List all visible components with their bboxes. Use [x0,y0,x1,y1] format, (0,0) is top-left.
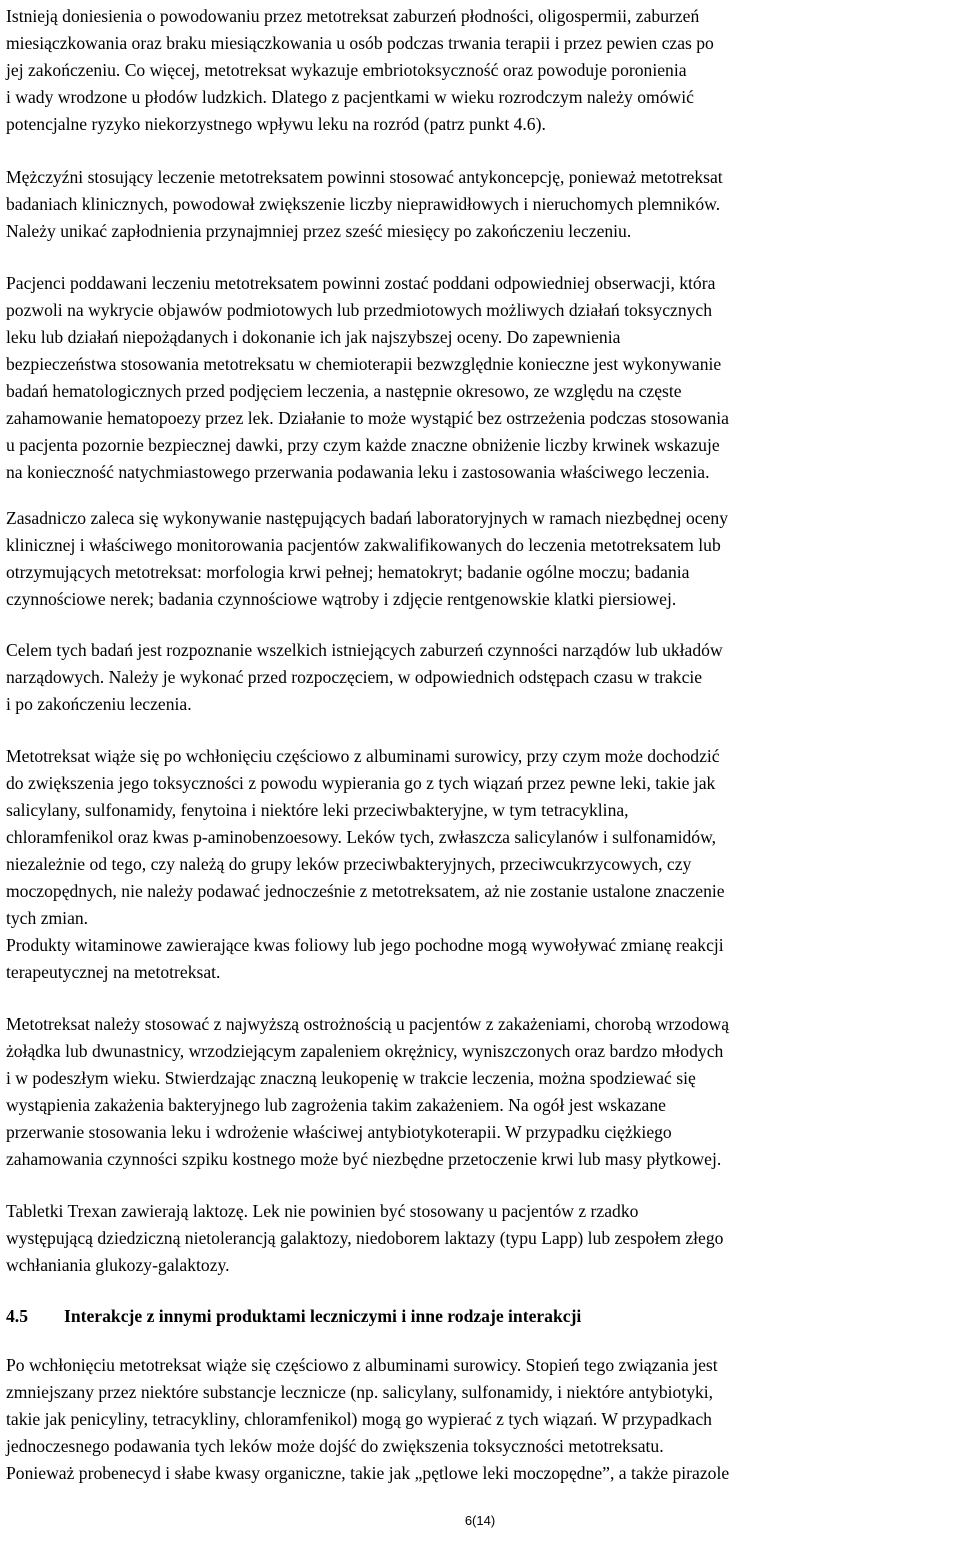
section-heading [6,1303,954,1330]
paragraph-lactose: Tabletki Trexan zawierają laktozę. Lek nie powinien być stosowany u pacjentów z rzadko występującą dziedziczną nietolerancją galaktozy, niedoborem laktazy (typu Lapp) lub zespołem złego wchłaniania glukozy-galaktozy. [6,1201,724,1275]
paragraph-interactions: Po wchłonięciu metotreksat wiąże się częściowo z albuminami surowicy. Stopień tego związania jest zmniejszany przez niektóre substancje lecznicze (np. salicylany, sulfonamidy, i niektóre antybiotyki, takie jak penicyliny, tetracykliny, chloramfenikol) mogą go wypierać z tych wiązań. W przypadkach jednoczesnego podawania tych leków może dojść do zwiększenia toksyczności metotreksatu. Ponieważ probenecyd i słabe kwasy organiczne, takie jak „pętlowe leki moczopędne”, a także pirazole [6,1355,730,1483]
page-number: 6(14) [464,1513,496,1528]
paragraph-male-contraception: Mężczyźni stosujący leczenie metotreksatem powinni stosować antykoncepcję, ponieważ metotreksat badaniach klinicznych, powodował zwiększenie liczby nieprawidłowych i nieruchomych plemników. Należy unikać zapłodnienia przynajmniej przez sześć miesięcy po zakończeniu leczeniu. [6,167,723,241]
paragraph-fertility: Istnieją doniesienia o powodowaniu przez metotreksat zaburzeń płodności, oligospermii, zaburzeń miesiączkowania oraz braku miesiączkowania u osób podczas trwania terapii i przez pewien czas po jej zakończeniu. Co więcej, metotreksat wykazuje embriotoksyczność oraz powoduje poronienia i wady wrodzone u płodów ludzkich. Dlatego z pacjentkami w wieku rozrodczym należy omówić potencjalne ryzyko niekorzystnego wpływu leku na rozród (patrz punkt 4.6). [6,6,714,134]
paragraph-albumin-binding: Metotreksat wiąże się po wchłonięciu częściowo z albuminami surowicy, przy czym może dochodzić do zwiększenia jego toksyczności z powodu wypierania go z tych wiązań przez pewne leki, takie jak salicylany, sulfonamidy, fenytoina i niektóre leki przeciwbakteryjne, w tym tetracyklina, chloramfenikol oraz kwas p-aminobenzoesowy. Leków tych, zwłaszcza salicylanów i sulfonamidów, niezależnie od tego, czy należą do grupy leków przeciwbakteryjnych, przeciwcukrzycowych, czy moczopędnych, nie należy podawać jednocześnie z metotreksatem, aż nie zostanie ustalone znaczenie tych zmian. Produkty witaminowe zawierające kwas foliowy lub jego pochodne mogą wywoływać zmianę reakcji terapeutycznej na metotreksat. [6,746,725,982]
section-number: 4.5 [6,1306,28,1326]
paragraph-lab-tests: Zasadniczo zaleca się wykonywanie następujących badań laboratoryjnych w ramach niezbędnej oceny klinicznej i właściwego monitorowania pacjentów zakwalifikowanych do leczenia metotreksatem lub otrzymujących metotreksat: morfologia krwi pełnej; hematokryt; badanie ogólne moczu; badania czynnościowe nerek; badania czynnościowe wątroby i zdjęcie rentgenowskie klatki piersiowej. [6,508,728,609]
paragraph-monitoring: Pacjenci poddawani leczeniu metotreksatem powinni zostać poddani odpowiedniej obserwacji, która pozwoli na wykrycie objawów podmiotowych lub przedmiotowych możliwych działań toksycznych leku lub działań niepożądanych i dokonanie ich jak najszybszej oceny. Do zapewnienia bezpieczeństwa stosowania metotreksatu w chemioterapii bezwzględnie konieczne jest wykonywanie badań hematologicznych przed podjęciem leczenia, a następnie okresowo, ze względu na częste zahamowanie hematopoezy przez lek. Działanie to może wystąpić bez ostrzeżenia podczas stosowania u pacjenta pozornie bezpiecznej dawki, przy czym każde znaczne obniżenie liczby krwinek wskazuje na konieczność natychmiastowego przerwania podawania leku i zastosowania właściwego leczenia. [6,273,729,482]
paragraph-infection-caution: Metotreksat należy stosować z najwyższą ostrożnością u pacjentów z zakażeniami, chorobą wrzodową żołądka lub dwunastnicy, wrzodziejącym zapaleniem okrężnicy, wyniszczonych oraz bardzo młodych i w podeszłym wieku. Stwierdzając znaczną leukopenię w trakcie leczenia, można spodziewać się wystąpienia zakażenia bakteryjnego lub zagrożenia takim zakażeniem. Na ogół jest wskazane przerwanie stosowania leku i wdrożenie właściwej antybiotykoterapii. W przypadku ciężkiego zahamowania czynności szpiku kostnego może być niezbędne przetoczenie krwi lub masy płytkowej. [6,1014,730,1169]
document-page [6,0,954,1551]
section-title: Interakcje z innymi produktami leczniczymi i inne rodzaje interakcji [64,1306,582,1326]
paragraph-test-purpose: Celem tych badań jest rozpoznanie wszelkich istniejących zaburzeń czynności narządów lub układów narządowych. Należy je wykonać przed rozpoczęciem, w odpowiednich odstępach czasu w trakcie i po zakończeniu leczenia. [6,640,723,714]
